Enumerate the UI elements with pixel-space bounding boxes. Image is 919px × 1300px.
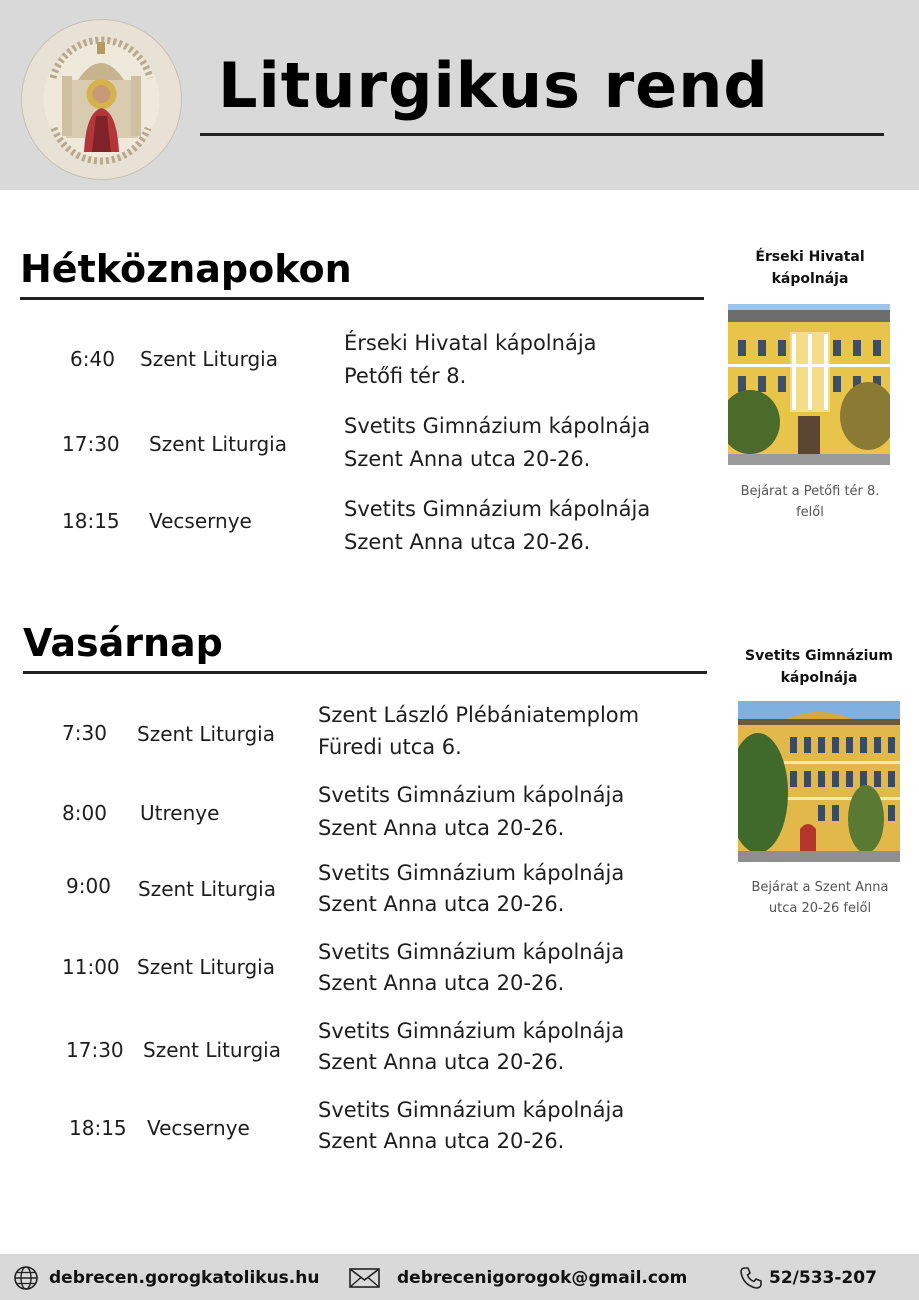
service-address: Szent Anna utca 20-26. bbox=[318, 1129, 565, 1153]
service-address: Petőfi tér 8. bbox=[344, 364, 467, 388]
service-name: Szent Liturgia bbox=[140, 347, 278, 371]
entrance-note bbox=[728, 481, 892, 523]
service-time: 18:15 bbox=[69, 1116, 127, 1140]
parish-seal-icon bbox=[20, 18, 183, 181]
entrance-note bbox=[738, 877, 902, 919]
service-address: Füredi utca 6. bbox=[318, 735, 462, 759]
chapel-caption bbox=[737, 645, 901, 689]
entrance-note-line: utca 20-26 felől bbox=[768, 901, 872, 916]
service-place: Szent László Plébániatemplom bbox=[318, 703, 640, 727]
sunday-heading: Vasárnap bbox=[23, 621, 223, 665]
service-name: Szent Liturgia bbox=[149, 432, 287, 456]
service-time: 17:30 bbox=[66, 1038, 124, 1062]
phone-number[interactable]: 52/533-207 bbox=[769, 1268, 877, 1288]
envelope-icon bbox=[348, 1265, 381, 1291]
service-time: 9:00 bbox=[66, 874, 111, 898]
page-title: Liturgikus rend bbox=[218, 49, 769, 122]
chapel-caption-line: Érseki Hivatal bbox=[755, 249, 865, 265]
service-place: Svetits Gimnázium kápolnája bbox=[318, 940, 625, 964]
service-name: Szent Liturgia bbox=[138, 877, 276, 901]
service-address: Szent Anna utca 20-26. bbox=[344, 530, 591, 554]
phone-icon bbox=[738, 1265, 764, 1291]
chapel-caption-line: kápolnája bbox=[780, 670, 858, 686]
service-place: Érseki Hivatal kápolnája bbox=[344, 331, 597, 355]
service-name: Szent Liturgia bbox=[137, 955, 275, 979]
title-divider bbox=[200, 133, 884, 136]
website-link[interactable]: debrecen.gorogkatolikus.hu bbox=[49, 1268, 320, 1288]
service-time: 7:30 bbox=[62, 721, 107, 745]
svetits-school-photo bbox=[738, 701, 900, 862]
service-time: 17:30 bbox=[62, 432, 120, 456]
service-name: Szent Liturgia bbox=[143, 1038, 281, 1062]
entrance-note-line: Bejárat a Petőfi tér 8. bbox=[740, 484, 880, 499]
contact-footer bbox=[0, 1254, 919, 1300]
service-time: 11:00 bbox=[62, 955, 120, 979]
service-place: Svetits Gimnázium kápolnája bbox=[318, 783, 625, 807]
service-time: 6:40 bbox=[70, 347, 115, 371]
chapel-caption-line: Svetits Gimnázium bbox=[745, 648, 893, 664]
chapel-caption bbox=[728, 246, 892, 290]
service-name: Szent Liturgia bbox=[137, 722, 275, 746]
archbishop-office-photo bbox=[728, 304, 890, 465]
weekdays-divider bbox=[20, 297, 704, 300]
service-place: Svetits Gimnázium kápolnája bbox=[318, 861, 625, 885]
service-place: Svetits Gimnázium kápolnája bbox=[344, 497, 651, 521]
service-address: Szent Anna utca 20-26. bbox=[344, 447, 591, 471]
sunday-divider bbox=[23, 671, 707, 674]
header-band bbox=[0, 0, 919, 190]
entrance-note-line: felől bbox=[796, 505, 824, 520]
chapel-caption-line: kápolnája bbox=[771, 271, 849, 287]
service-address: Szent Anna utca 20-26. bbox=[318, 971, 565, 995]
service-time: 8:00 bbox=[62, 801, 107, 825]
weekdays-heading: Hétköznapokon bbox=[20, 247, 352, 291]
service-place: Svetits Gimnázium kápolnája bbox=[318, 1019, 625, 1043]
service-place: Svetits Gimnázium kápolnája bbox=[318, 1098, 625, 1122]
service-address: Szent Anna utca 20-26. bbox=[318, 892, 565, 916]
entrance-note-line: Bejárat a Szent Anna bbox=[751, 880, 889, 895]
service-place: Svetits Gimnázium kápolnája bbox=[344, 414, 651, 438]
email-link[interactable]: debrecenigorogok@gmail.com bbox=[397, 1268, 688, 1288]
service-name: Vecsernye bbox=[147, 1116, 250, 1140]
globe-icon bbox=[13, 1265, 39, 1291]
service-address: Szent Anna utca 20-26. bbox=[318, 1050, 565, 1074]
service-time: 18:15 bbox=[62, 509, 120, 533]
service-name: Utrenye bbox=[140, 801, 220, 825]
service-name: Vecsernye bbox=[149, 509, 252, 533]
service-address: Szent Anna utca 20-26. bbox=[318, 816, 565, 840]
